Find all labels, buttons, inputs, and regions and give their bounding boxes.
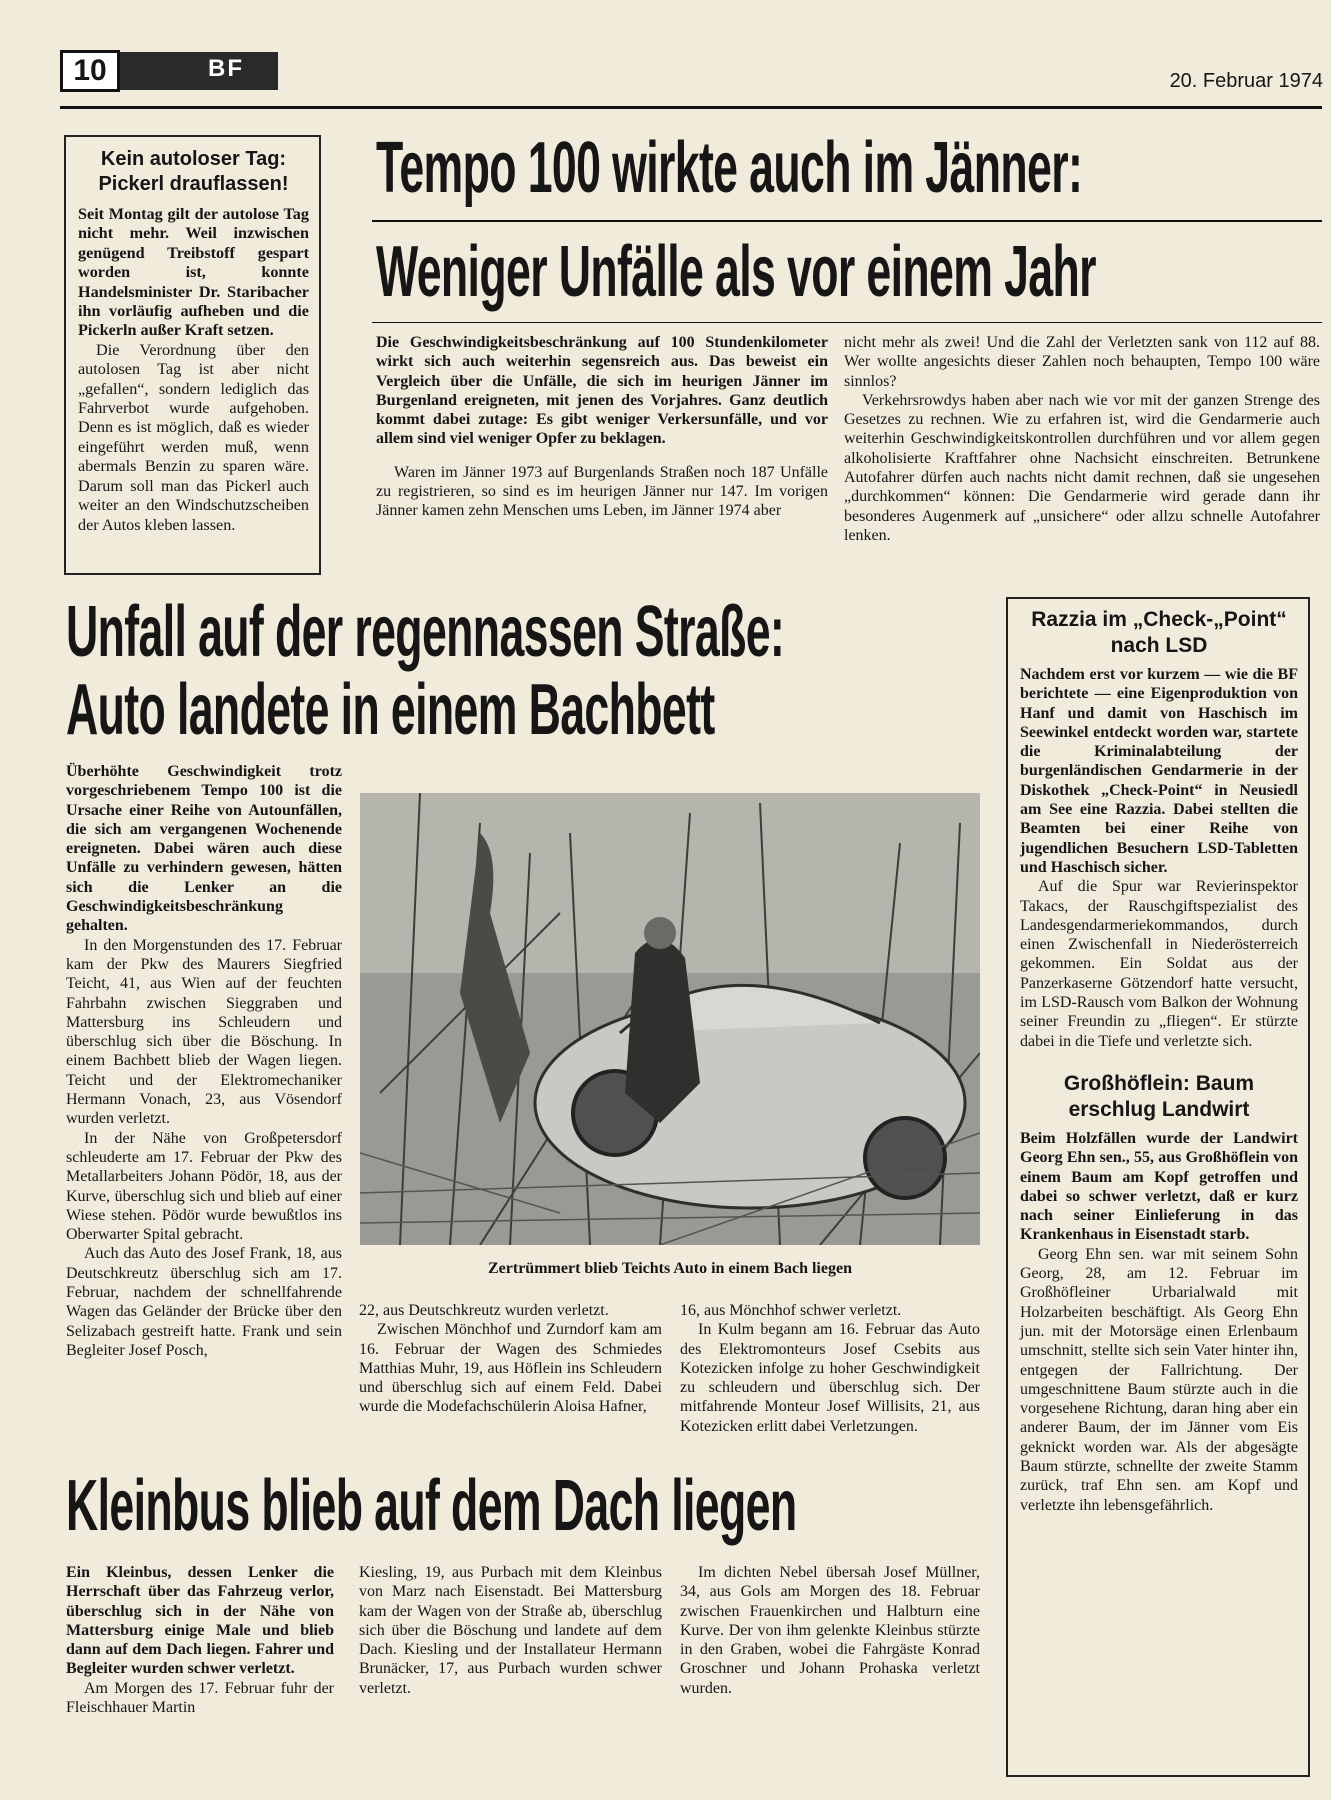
baum-paragraph: Georg Ehn sen. war mit seinem Sohn Georg, 28, am 12. Februar im Großhöfleiner Urbarialwald mit Holzarbeiten beschäftigt. Als Georg Ehn jun. mit der Motorsäge einen Erlenbaum umschnitt, stellte sich sein Vater hinter ihn, entgegen der Fallrichtung. Der umgeschnittene Baum stürzte auch in die vorgesehene Richtung, daran hing aber ein anderer Baum, der im Jänner vom Eis geknickt worden war. Als der abgesägte Baum stürzte, schnellte der zweite Stamm zurück, traf Ehn sen. am Kopf und verletzte ihn lebensgefährlich. bbox=[1020, 1245, 1298, 1514]
accident-headline-1: Unfall auf der regennassen Straße: bbox=[66, 592, 785, 672]
accident-photo bbox=[360, 793, 980, 1245]
sidebar-autoloser-paragraph: Die Verordnung über den autolosen Tag ist aber nicht „gefallen“, sondern lediglich das Fahrverbot wurde aufgehoben. Denn es ist möglich, daß es wieder eingeführt werden muß, wenn abermals Benzin zu sparen wäre. Darum soll man das Pickerl auch weiter an den Windschutzscheiben der Autos kleben lassen. bbox=[78, 340, 309, 534]
headline-divider bbox=[372, 220, 1322, 222]
issue-date: 20. Februar 1974 bbox=[1169, 70, 1323, 92]
right-news-box bbox=[1006, 597, 1310, 1777]
razzia-lead: Nachdem erst vor kurzem — wie die BF berichtete — eine Eigenproduktion von Hanf und damit von Haschisch im Seewinkel entdeckt worden war, startete die Kriminalabteilung der burgenländischen Gendarmerie in der Diskothek „Check-Point“ in Neusiedl am See eine Razzia. Dabei stellten die Beamten bei einer Reihe von jugendlichen Besuchern LSD-Tabletten und Haschisch sicher. bbox=[1020, 666, 1298, 876]
sidebar-autoloser-title: Kein autoloser Tag: Pickerl drauflassen! bbox=[98, 148, 289, 195]
main-story-col2-paragraph-2: Verkehrsrowdys haben aber nach wie vor mit der ganzen Strenge des Gesetzes zu rechnen. Wie zu erfahren ist, wird die Gendarmerie auch weiterhin Geschwindigkeitskontrollen durchführen und vor allem gegen alkoholisierte Kraftfahrer ohne Nachsicht einschreiten. Betrunkene Autofahrer dürfen auch nachts nicht damit rechnen, daß sie ungesehen „durchkommen“ können: Die Gendarmerie wird gerade dann ihr besonderes Augenmerk auf „unsichere“ oder allzu schnelle Autofahrer lenken. bbox=[844, 391, 1320, 544]
accident-lead: Überhöhte Geschwindigkeit trotz vorgeschriebenem Tempo 100 ist die Ursache einer Reihe von Autounfällen, die sich am vergangenen Wochenende ereigneten. Dabei wären auch diese Unfälle zu verhindern gewesen, hätten sich die Lenker an die Geschwindigkeitsbeschränkung gehalten. bbox=[66, 763, 342, 935]
kleinbus-col1-paragraph: Am Morgen des 17. Februar fuhr der Fleischhauer Martin bbox=[66, 1679, 334, 1717]
headline-rule-bottom bbox=[372, 322, 1322, 323]
main-headline-1: Tempo 100 wirkte auch im Jänner: bbox=[376, 128, 1083, 208]
accident-col3-paragraph-1: 16, aus Mönchhof schwer verletzt. bbox=[680, 1302, 902, 1319]
accident-headline-2: Auto landete in einem Bachbett bbox=[66, 670, 715, 750]
section-label: BF bbox=[208, 55, 244, 82]
accident-col3-paragraph-2: In Kulm begann am 16. Februar das Auto des Elektromonteurs Josef Csebits aus Kotezicken infolge zu hoher Geschwindigkeit zu schleudern und überschlug sich. Der mitfahrende Monteur Josef Willisits, 21, aus Kotezicken erlitt dabei Verletzungen. bbox=[680, 1321, 980, 1435]
sidebar-autoloser-text bbox=[78, 205, 309, 535]
accident-col2-paragraph-2: Zwischen Mönchhof und Zurndorf kam am 16. Februar der Wagen des Schmiedes Matthias Muhr, 19, aus Höflein ins Schleudern und überschlug sich auf einem Feld. Dabei wurde die Modefachschülerin Aloisa Hafner, bbox=[359, 1321, 662, 1416]
page-number-box bbox=[60, 50, 120, 92]
accident-paragraph-2: In der Nähe von Großpetersdorf schleuderte am 17. Februar der Pkw des Metallarbeiters Johann Pödör, 18, aus der Kurve, überschlug sich und blieb auf einer Wiese stehen. Pödör wurde bewußtlos ins Oberwarter Spital gebracht. bbox=[66, 1129, 342, 1244]
razzia-title: Razzia im „Check-„Point“ nach LSD bbox=[1031, 608, 1287, 657]
kleinbus-column-1 bbox=[66, 1563, 334, 1717]
kleinbus-column-3 bbox=[680, 1563, 980, 1698]
baum-title: Großhöflein: Baum erschlug Landwirt bbox=[1063, 1071, 1255, 1121]
accident-photo-illustration bbox=[360, 793, 980, 1245]
main-story-column-1 bbox=[376, 333, 828, 521]
main-story-lead: Die Geschwindigkeitsbeschränkung auf 100 Stundenkilometer wirkt sich auch weiterhin segensreich aus. Das beweist ein Vergleich über die Unfälle, die sich im heurigen Jänner im Burgenland ereigneten, mit jenen des Vorjahres. Ganz deutlich kommt dabei zutage: Es gibt weniger Verkersunfälle, und vor allem sind viel weniger Opfer zu beklagen. bbox=[376, 334, 828, 448]
baum-lead: Beim Holzfällen wurde der Landwirt Georg Ehn sen., 55, aus Großhöflein von einem Baum am Kopf getroffen und dabei so schwer verletzt, daß er kurz nach seiner Einlieferung in das Krankenhaus in Eisenstadt starb. bbox=[1020, 1129, 1298, 1244]
razzia-paragraph: Auf die Spur war Revierinspektor Takacs, der Rauschgiftspezialist des Landesgendarmeriekommandos, durch einen Zwischenfall in Niederösterreich gekommen. Ein Soldat aus der Panzerkaserne Götzendorf hatte versucht, im LSD-Rausch vom Balkon der Wohnung seiner Freundin zu „fliegen“. Er stürzte dabei in die Tiefe und verletzte sich. bbox=[1020, 878, 1298, 1050]
page-number: 10 bbox=[73, 54, 107, 87]
sidebar-autoloser-lead: Seit Montag gilt der autolose Tag nicht mehr. Weil inzwischen genügend Treibstoff gespart worden ist, konnte Handelsminister Dr. Staribacher ihn vorläufig aufheben und die Pickerln außer Kraft setzen. bbox=[78, 205, 309, 340]
sidebar-autoloser-box bbox=[64, 135, 321, 575]
accident-column-2 bbox=[359, 1301, 662, 1417]
kleinbus-headline: Kleinbus blieb auf dem Dach liegen bbox=[66, 1466, 797, 1546]
accident-column-1 bbox=[66, 762, 342, 1360]
main-story-column-2 bbox=[844, 333, 1320, 545]
kleinbus-lead: Ein Kleinbus, dessen Lenker die Herrschaft über das Fahrzeug verlor, überschlug sich in der Nähe von Mattersburg einige Male und blieb dann auf dem Dach liegen. Fahrer und Begleiter wurden schwer verletzt. bbox=[66, 1564, 334, 1678]
main-headline-2: Weniger Unfälle als vor einem Jahr bbox=[376, 232, 1096, 312]
main-story-paragraph: Waren im Jänner 1973 auf Burgenlands Straßen noch 187 Unfälle zu registrieren, so sind es im heurigen Jänner nur 147. Im vorigen Jänner kamen zehn Menschen ums Leben, im Jänner 1974 aber bbox=[376, 463, 828, 520]
baum-text bbox=[1020, 1129, 1298, 1515]
section-band bbox=[120, 52, 278, 90]
main-story-col2-paragraph-1: nicht mehr als zwei! Und die Zahl der Verletzten sank von 112 auf 88. Wer wollte angesichts dieser Zahlen noch behaupten, Tempo 100 wäre sinnlos? bbox=[844, 334, 1320, 390]
razzia-text bbox=[1020, 665, 1298, 1051]
header-rule bbox=[60, 106, 1322, 109]
accident-paragraph-3: Auch das Auto des Josef Frank, 18, aus Deutschkreutz überschlug sich am 17. Februar, nachdem der schnellfahrende Wagen das Geländer der Brücke über den Selizabach gestreift hatte. Frank und sein Begleiter Josef Posch, bbox=[66, 1245, 342, 1359]
kleinbus-col3-paragraph: Im dichten Nebel übersah Josef Müllner, 34, aus Gols am Morgen des 18. Februar zwischen Frauenkirchen und Halbturn eine Kurve. Der von ihm gelenkte Kleinbus stürzte in den Graben, wobei die Fahrgäste Konrad Groschner und Johann Prohaska verletzt wurden. bbox=[680, 1564, 980, 1697]
kleinbus-col2-paragraph: Kiesling, 19, aus Purbach mit dem Kleinbus von Marz nach Eisenstadt. Bei Mattersburg kam der Wagen von der Straße ab, überschlug sich über die Böschung und landete auf dem Dach. Kiesling und der Installateur Hermann Brunäcker, 17, aus Purbach wurden schwer verletzt. bbox=[359, 1564, 662, 1697]
photo-caption: Zertrümmert blieb Teichts Auto in einem Bach liegen bbox=[488, 1260, 852, 1277]
accident-col2-paragraph-1: 22, aus Deutschkreutz wurden verletzt. bbox=[359, 1302, 609, 1319]
accident-paragraph-1: In den Morgenstunden des 17. Februar kam der Pkw des Maurers Siegfried Teicht, 41, aus Wien auf der feuchten Fahrbahn zwischen Sieggraben und Mattersburg ins Schleudern und überschlug sich über die Böschung. In einem Bachbett blieb der Wagen liegen. Teicht und der Elektromechaniker Hermann Vonach, 23, aus Vösendorf wurden verletzt. bbox=[66, 936, 342, 1128]
kleinbus-column-2 bbox=[359, 1563, 662, 1698]
accident-column-3 bbox=[680, 1301, 980, 1436]
